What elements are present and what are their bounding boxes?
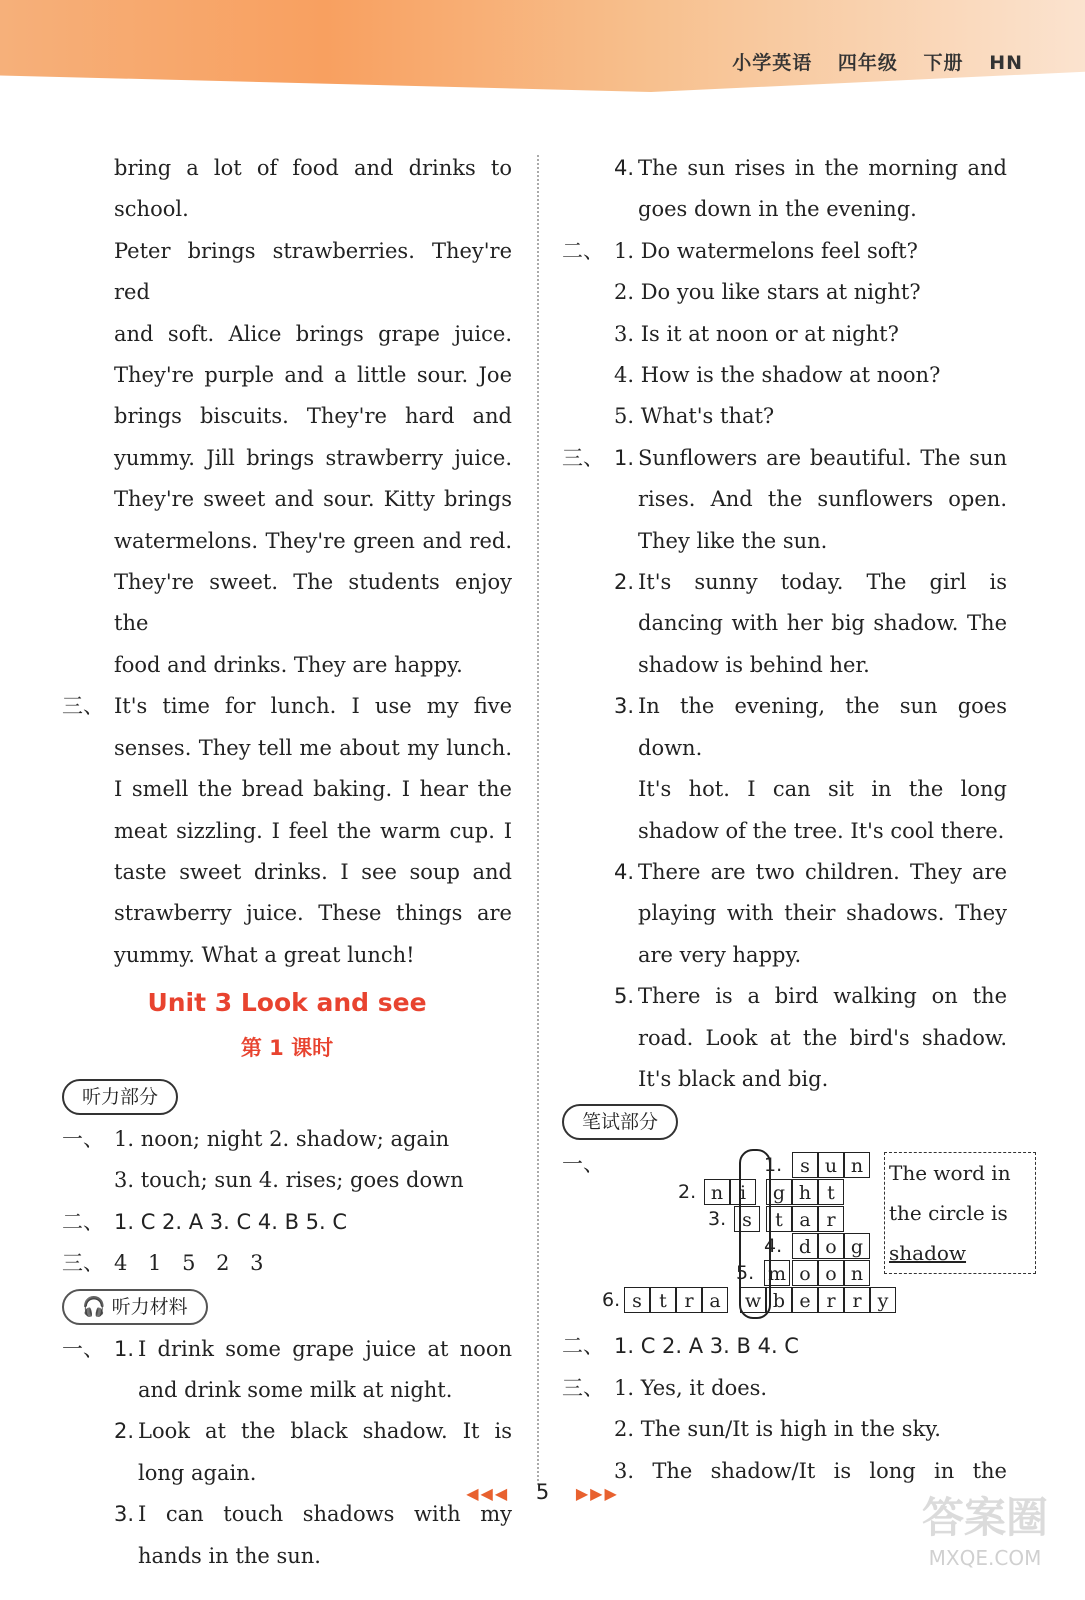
text-line: meat sizzling. I feel the warm cup. I — [114, 818, 512, 843]
text-line: I smell the bread baking. I hear the — [114, 777, 512, 802]
text-line: yummy. Jill brings strawberry juice. — [114, 445, 512, 470]
crossword-cell: r — [676, 1287, 702, 1313]
material-label-box — [62, 1289, 208, 1325]
shadow-circle — [739, 1149, 771, 1319]
header-subject: 小学英语 — [732, 52, 813, 74]
text-line: senses. They tell me about my lunch. — [114, 735, 512, 760]
written-3 — [562, 1368, 1007, 1492]
crossword-cell: y — [870, 1287, 896, 1313]
crossword-cell: g — [844, 1233, 870, 1259]
listening-label: 听力部分 — [62, 1079, 178, 1115]
text-line: dancing with her big shadow. The — [638, 611, 1007, 636]
text-line: 3. Is it at noon or at night? — [614, 321, 899, 346]
right-column — [562, 148, 1011, 1492]
written-2 — [562, 1326, 1007, 1367]
text-line: It's black and big. — [638, 1066, 829, 1091]
text-line: long again. — [138, 1460, 257, 1485]
text-line: and drink some milk at night. — [138, 1377, 453, 1402]
crossword-cell: e — [792, 1287, 818, 1313]
headphones-icon: 🎧 — [82, 1295, 106, 1318]
section-marker: 一、 — [62, 1126, 104, 1151]
crossword-number: 1. — [764, 1154, 783, 1177]
text-line: I drink some grape juice at noon — [138, 1336, 512, 1361]
left-column — [62, 148, 512, 1577]
text-line: rises. And the sunflowers open. — [638, 487, 1007, 512]
text-line: It's hot. I can sit in the long — [638, 777, 1007, 802]
unit-title: Unit 3 Look and see — [147, 988, 427, 1018]
text-line: watermelons. They're green and red. — [114, 528, 512, 553]
material-item — [614, 686, 1007, 852]
text-line: are very happy. — [638, 942, 802, 967]
text-line: They're sweet. The students enjoy the — [114, 570, 512, 636]
page-number: 5 — [535, 1480, 550, 1504]
header-grade: 四年级 — [837, 52, 898, 74]
text-line: strawberry juice. These things are — [114, 901, 512, 926]
text-line: It's sunny today. The girl is — [638, 570, 1007, 595]
crossword — [602, 1152, 1011, 1322]
crossword-cell: t — [650, 1287, 676, 1313]
text-line: taste sweet drinks. I see soup and — [114, 859, 512, 884]
material-item — [614, 438, 1007, 562]
item-number: 1. — [614, 445, 635, 470]
written-1 — [562, 1144, 1011, 1326]
answer-line: 1. Yes, it does. — [614, 1375, 768, 1400]
item-number: 2. — [114, 1419, 135, 1444]
crossword-cell: m — [764, 1260, 790, 1286]
crossword-cell: d — [792, 1233, 818, 1259]
material-item — [114, 1494, 512, 1577]
material-item-4 — [562, 148, 1007, 231]
answer-line: 4 1 5 2 3 — [114, 1251, 264, 1276]
material-item — [114, 1329, 512, 1412]
section-marker: 三、 — [62, 694, 104, 719]
item-number: 3. — [614, 694, 635, 719]
column-divider — [537, 155, 539, 1485]
arrows-left-icon: ◀◀◀ — [466, 1484, 510, 1503]
answer-line: 1. noon; night 2. shadow; again — [114, 1126, 450, 1151]
text-line: There are two children. They are — [638, 859, 1007, 884]
text-line: food and drinks. They are happy. — [114, 652, 463, 677]
crossword-cell: s — [624, 1287, 650, 1313]
crossword-cell: n — [704, 1179, 730, 1205]
crossword-cell: r — [818, 1287, 844, 1313]
crossword-cell: s — [734, 1206, 760, 1232]
header-text — [714, 48, 1023, 75]
section-marker: 三、 — [62, 1251, 104, 1276]
crossword-cell: a — [792, 1206, 818, 1232]
crossword-cell: w — [740, 1287, 766, 1313]
section-marker: 二、 — [562, 238, 604, 263]
material-2 — [562, 231, 1007, 438]
text-line: and soft. Alice brings grape juice. — [114, 321, 512, 346]
crossword-cell: r — [818, 1206, 844, 1232]
crossword-number: 6. — [602, 1289, 621, 1312]
text-line: bring a lot of food and drinks to school. — [114, 156, 512, 222]
section-marker: 一、 — [62, 1336, 104, 1361]
note-line: The word in — [889, 1161, 1011, 1186]
crossword-cell: o — [818, 1233, 844, 1259]
text-line: 2. Do you like stars at night? — [614, 280, 921, 305]
text-line: Sunflowers are beautiful. The sun — [638, 445, 1007, 470]
answer-line: 1. C 2. A 3. C 4. B 5. C — [114, 1209, 348, 1234]
text-line: It's time for lunch. I use my five — [114, 694, 512, 719]
crossword-cell: n — [844, 1152, 870, 1178]
watermark — [915, 1490, 1055, 1590]
text-line: hands in the sun. — [138, 1543, 321, 1568]
answer-line: 2. The sun/It is high in the sky. — [614, 1417, 941, 1442]
crossword-cell: h — [792, 1179, 818, 1205]
note-line: the circle is — [889, 1201, 1008, 1226]
material-item — [614, 562, 1007, 686]
text-line: shadow is behind her. — [638, 652, 870, 677]
crossword-number: 4. — [764, 1235, 783, 1258]
header-edition: HN — [989, 52, 1023, 74]
text-line: There is a bird walking on the — [638, 984, 1007, 1009]
crossword-cell: s — [792, 1152, 818, 1178]
item-number: 2. — [614, 570, 635, 595]
text-line: They like the sun. — [638, 528, 828, 553]
item-number: 4. — [614, 859, 635, 884]
text-line: road. Look at the bird's shadow. — [638, 1025, 1007, 1050]
text-line: yummy. What a great lunch! — [114, 942, 415, 967]
text-line: The sun rises in the morning and — [638, 156, 1007, 180]
paragraph-1 — [62, 148, 512, 686]
section-marker: 二、 — [562, 1334, 604, 1359]
crossword-cell: i — [730, 1179, 756, 1205]
crossword-number: 5. — [736, 1262, 755, 1285]
section-marker: 三、 — [562, 445, 604, 470]
section-marker: 三、 — [562, 1375, 604, 1400]
text-line: Look at the black shadow. It is — [138, 1419, 512, 1444]
answer-line: 1. C 2. A 3. B 4. C — [614, 1334, 799, 1359]
material-item — [614, 852, 1007, 976]
item-number: 4. — [614, 156, 635, 180]
crossword-cell: t — [766, 1206, 792, 1232]
material-3 — [562, 438, 1007, 1101]
section-marker: 二、 — [62, 1209, 104, 1234]
answer-line: 3. touch; sun 4. rises; goes down — [114, 1168, 464, 1193]
crossword-number: 2. — [678, 1181, 697, 1204]
crossword-cell: u — [818, 1152, 844, 1178]
text-line: 4. How is the shadow at noon? — [614, 363, 941, 388]
header-volume: 下册 — [923, 52, 964, 74]
text-line: 1. Do watermelons feel soft? — [614, 238, 918, 263]
arrows-right-icon: ▶▶▶ — [575, 1484, 619, 1503]
watermark-text: 答案圈 — [921, 1493, 1048, 1542]
text-line: They're sweet and sour. Kitty brings — [114, 487, 512, 512]
text-line: goes down in the evening. — [638, 197, 917, 222]
header-band — [0, 0, 1085, 92]
crossword-cell: t — [818, 1179, 844, 1205]
lesson-title: 第 1 课时 — [240, 1035, 334, 1060]
answer-line: 3. The shadow/It is long in the — [614, 1458, 1007, 1483]
listening-1 — [62, 1119, 512, 1202]
crossword-cell: o — [818, 1260, 844, 1286]
text-line: 5. What's that? — [614, 404, 775, 429]
crossword-cell: b — [766, 1287, 792, 1313]
crossword-cell: g — [766, 1179, 792, 1205]
crossword-note — [884, 1152, 1036, 1274]
text-line: brings biscuits. They're hard and — [114, 404, 512, 429]
item-number: 3. — [114, 1502, 135, 1527]
item-number: 1. — [114, 1336, 135, 1361]
text-line: Peter brings strawberries. They're red — [114, 238, 512, 305]
crossword-cell: o — [792, 1260, 818, 1286]
crossword-cell: a — [702, 1287, 728, 1313]
listening-2 — [62, 1202, 512, 1243]
material-item — [614, 976, 1007, 1100]
section-3 — [62, 686, 512, 976]
written-label: 笔试部分 — [562, 1104, 678, 1140]
note-answer: shadow — [889, 1241, 967, 1266]
material-1 — [62, 1329, 512, 1577]
listening-3 — [62, 1243, 512, 1284]
watermark-url: MXQE.COM — [928, 1546, 1042, 1570]
text-line: shadow of the tree. It's cool there. — [638, 818, 1005, 843]
section-marker: 一、 — [562, 1152, 604, 1177]
crossword-number: 3. — [708, 1208, 727, 1231]
item-number: 5. — [614, 984, 635, 1009]
crossword-cell: n — [844, 1260, 870, 1286]
material-label: 听力材料 — [111, 1295, 188, 1318]
text-line: They're purple and a little sour. Joe — [114, 363, 512, 388]
text-line: I can touch shadows with my — [138, 1502, 512, 1527]
crossword-cell: r — [844, 1287, 870, 1313]
text-line: In the evening, the sun goes down. — [638, 694, 1007, 760]
text-line: playing with their shadows. They — [638, 901, 1007, 926]
